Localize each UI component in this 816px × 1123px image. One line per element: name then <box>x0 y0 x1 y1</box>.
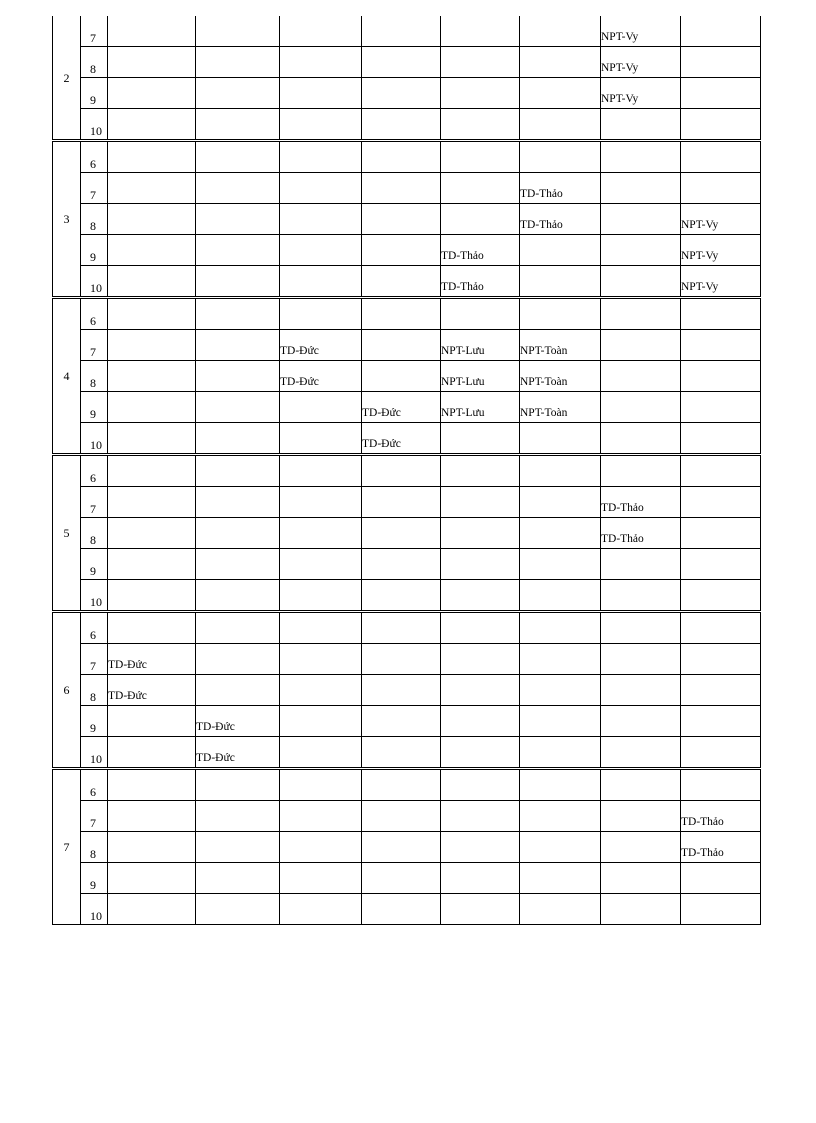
schedule-cell <box>362 266 441 298</box>
period-number: 6 <box>81 298 108 330</box>
schedule-cell <box>280 894 362 925</box>
schedule-cell <box>601 235 681 266</box>
schedule-cell: NPT-Lưu <box>441 392 520 423</box>
period-number: 6 <box>81 612 108 644</box>
schedule-cell <box>108 173 196 204</box>
table-row <box>53 78 761 109</box>
period-number: 7 <box>81 644 108 675</box>
table-row <box>53 675 761 706</box>
schedule-cell <box>601 675 681 706</box>
period-number: 10 <box>81 580 108 612</box>
schedule-cell <box>280 644 362 675</box>
schedule-cell <box>362 644 441 675</box>
schedule-cell <box>441 141 520 173</box>
schedule-cell: TD-Thảo <box>601 487 681 518</box>
schedule-cell <box>280 298 362 330</box>
schedule-cell <box>601 298 681 330</box>
table-row <box>53 549 761 580</box>
schedule-cell <box>362 706 441 737</box>
schedule-cell <box>441 47 520 78</box>
schedule-cell <box>108 769 196 801</box>
schedule-cell: TD-Thảo <box>681 832 761 863</box>
schedule-cell <box>441 487 520 518</box>
schedule-cell <box>441 204 520 235</box>
day-label: 6 <box>53 612 81 769</box>
schedule-cell <box>196 612 280 644</box>
schedule-cell: NPT-Lưu <box>441 330 520 361</box>
schedule-cell <box>601 204 681 235</box>
schedule-cell <box>520 644 601 675</box>
schedule-cell <box>196 47 280 78</box>
schedule-cell <box>441 173 520 204</box>
schedule-cell <box>601 455 681 487</box>
schedule-cell: NPT-Vy <box>681 266 761 298</box>
schedule-cell <box>280 78 362 109</box>
schedule-cell: TD-Đức <box>108 644 196 675</box>
schedule-cell <box>362 769 441 801</box>
period-number: 8 <box>81 675 108 706</box>
schedule-cell <box>196 863 280 894</box>
period-number: 9 <box>81 78 108 109</box>
schedule-cell <box>520 518 601 549</box>
schedule-cell <box>681 455 761 487</box>
schedule-cell <box>520 109 601 141</box>
schedule-cell <box>280 109 362 141</box>
schedule-cell <box>441 16 520 47</box>
schedule-cell: NPT-Vy <box>681 235 761 266</box>
schedule-cell: NPT-Toàn <box>520 361 601 392</box>
schedule-cell <box>520 863 601 894</box>
schedule-cell <box>681 706 761 737</box>
schedule-cell <box>681 141 761 173</box>
period-number: 8 <box>81 361 108 392</box>
schedule-cell: NPT-Vy <box>601 16 681 47</box>
schedule-cell <box>520 487 601 518</box>
schedule-cell <box>681 423 761 455</box>
schedule-cell: NPT-Vy <box>601 47 681 78</box>
period-number: 9 <box>81 549 108 580</box>
schedule-cell <box>362 173 441 204</box>
schedule-cell <box>362 549 441 580</box>
schedule-cell <box>280 612 362 644</box>
schedule-cell <box>108 109 196 141</box>
schedule-cell <box>520 706 601 737</box>
day-label: 2 <box>53 16 81 141</box>
schedule-cell <box>280 737 362 769</box>
schedule-cell <box>441 612 520 644</box>
table-row <box>53 487 761 518</box>
period-number: 10 <box>81 894 108 925</box>
schedule-cell: NPT-Toàn <box>520 392 601 423</box>
period-number: 10 <box>81 109 108 141</box>
schedule-cell <box>362 863 441 894</box>
table-row <box>53 863 761 894</box>
schedule-cell <box>601 769 681 801</box>
schedule-cell <box>520 580 601 612</box>
schedule-cell <box>196 455 280 487</box>
period-number: 7 <box>81 16 108 47</box>
schedule-cell <box>441 769 520 801</box>
schedule-cell <box>441 832 520 863</box>
schedule-cell <box>441 423 520 455</box>
schedule-cell <box>196 423 280 455</box>
schedule-cell <box>196 204 280 235</box>
table-row <box>53 173 761 204</box>
table-row <box>53 16 761 47</box>
table-row <box>53 455 761 487</box>
schedule-cell <box>108 832 196 863</box>
table-row <box>53 644 761 675</box>
schedule-cell <box>280 487 362 518</box>
schedule-cell: TD-Đức <box>280 361 362 392</box>
schedule-cell <box>108 298 196 330</box>
schedule-cell <box>362 16 441 47</box>
schedule-cell <box>601 423 681 455</box>
schedule-cell <box>520 894 601 925</box>
schedule-cell <box>280 423 362 455</box>
schedule-cell <box>681 78 761 109</box>
schedule-cell <box>362 487 441 518</box>
schedule-cell <box>520 801 601 832</box>
table-row <box>53 894 761 925</box>
schedule-cell <box>441 78 520 109</box>
schedule-cell <box>280 173 362 204</box>
schedule-cell <box>280 455 362 487</box>
schedule-cell <box>196 832 280 863</box>
schedule-cell <box>196 109 280 141</box>
table-row <box>53 392 761 423</box>
schedule-cell <box>108 423 196 455</box>
schedule-cell <box>280 580 362 612</box>
schedule-cell <box>108 361 196 392</box>
schedule-cell <box>441 801 520 832</box>
schedule-cell <box>601 109 681 141</box>
schedule-cell <box>362 47 441 78</box>
timetable-grid <box>52 16 761 925</box>
period-number: 8 <box>81 832 108 863</box>
schedule-cell <box>280 706 362 737</box>
schedule-cell <box>441 737 520 769</box>
period-number: 8 <box>81 204 108 235</box>
schedule-cell <box>108 141 196 173</box>
schedule-cell <box>108 518 196 549</box>
schedule-cell <box>280 47 362 78</box>
schedule-cell: TD-Thảo <box>601 518 681 549</box>
period-number: 9 <box>81 863 108 894</box>
schedule-cell <box>108 392 196 423</box>
table-row <box>53 580 761 612</box>
period-number: 6 <box>81 455 108 487</box>
schedule-cell <box>520 47 601 78</box>
period-number: 9 <box>81 392 108 423</box>
schedule-cell <box>362 361 441 392</box>
schedule-cell <box>362 894 441 925</box>
day-label: 3 <box>53 141 81 298</box>
schedule-cell <box>362 801 441 832</box>
schedule-cell <box>601 832 681 863</box>
schedule-cell <box>362 141 441 173</box>
table-row <box>53 361 761 392</box>
schedule-cell <box>681 487 761 518</box>
schedule-cell <box>362 675 441 706</box>
schedule-cell <box>681 16 761 47</box>
schedule-cell <box>196 235 280 266</box>
schedule-cell <box>362 330 441 361</box>
table-row <box>53 204 761 235</box>
schedule-cell <box>441 894 520 925</box>
schedule-cell <box>681 330 761 361</box>
schedule-cell <box>601 580 681 612</box>
schedule-cell <box>108 266 196 298</box>
schedule-cell <box>362 204 441 235</box>
schedule-cell <box>520 612 601 644</box>
schedule-cell <box>601 392 681 423</box>
schedule-cell: TD-Đức <box>196 737 280 769</box>
schedule-cell <box>362 298 441 330</box>
period-number: 7 <box>81 487 108 518</box>
schedule-cell <box>520 675 601 706</box>
table-row <box>53 298 761 330</box>
schedule-cell <box>601 737 681 769</box>
schedule-cell <box>108 455 196 487</box>
schedule-cell <box>108 706 196 737</box>
schedule-cell: TD-Đức <box>362 423 441 455</box>
schedule-cell <box>196 298 280 330</box>
schedule-cell <box>362 612 441 644</box>
schedule-cell <box>196 580 280 612</box>
schedule-cell <box>280 863 362 894</box>
schedule-cell <box>362 78 441 109</box>
period-number: 6 <box>81 769 108 801</box>
schedule-cell <box>601 173 681 204</box>
schedule-cell <box>681 894 761 925</box>
schedule-cell <box>441 549 520 580</box>
table-row <box>53 737 761 769</box>
schedule-cell <box>108 737 196 769</box>
schedule-cell <box>196 518 280 549</box>
schedule-cell <box>520 141 601 173</box>
schedule-cell <box>601 141 681 173</box>
schedule-cell <box>362 455 441 487</box>
schedule-cell: NPT-Lưu <box>441 361 520 392</box>
schedule-cell <box>196 894 280 925</box>
schedule-cell <box>520 16 601 47</box>
schedule-cell: TD-Thảo <box>441 235 520 266</box>
schedule-cell <box>196 141 280 173</box>
schedule-cell <box>520 266 601 298</box>
period-number: 10 <box>81 737 108 769</box>
table-row <box>53 47 761 78</box>
table-row <box>53 801 761 832</box>
schedule-cell <box>520 769 601 801</box>
schedule-cell <box>196 16 280 47</box>
schedule-cell <box>441 455 520 487</box>
schedule-cell <box>108 549 196 580</box>
schedule-cell: TD-Đức <box>196 706 280 737</box>
schedule-cell: NPT-Vy <box>681 204 761 235</box>
schedule-cell <box>441 863 520 894</box>
schedule-cell <box>280 235 362 266</box>
schedule-cell <box>681 580 761 612</box>
period-number: 9 <box>81 235 108 266</box>
schedule-cell <box>196 173 280 204</box>
schedule-cell <box>280 549 362 580</box>
schedule-cell <box>681 173 761 204</box>
schedule-cell <box>601 330 681 361</box>
schedule-cell <box>681 612 761 644</box>
schedule-cell <box>196 78 280 109</box>
schedule-cell <box>196 361 280 392</box>
schedule-cell <box>196 266 280 298</box>
schedule-cell: TD-Đức <box>362 392 441 423</box>
schedule-cell <box>441 644 520 675</box>
schedule-cell <box>681 675 761 706</box>
schedule-cell <box>681 518 761 549</box>
period-number: 7 <box>81 330 108 361</box>
schedule-cell <box>520 78 601 109</box>
schedule-cell <box>681 361 761 392</box>
schedule-cell <box>108 47 196 78</box>
schedule-cell <box>441 298 520 330</box>
schedule-cell <box>520 832 601 863</box>
schedule-cell <box>601 549 681 580</box>
period-number: 7 <box>81 801 108 832</box>
schedule-cell: TD-Thảo <box>441 266 520 298</box>
schedule-cell <box>108 78 196 109</box>
schedule-cell <box>601 801 681 832</box>
schedule-cell <box>520 423 601 455</box>
schedule-cell: NPT-Toàn <box>520 330 601 361</box>
schedule-cell <box>441 706 520 737</box>
schedule-cell <box>681 737 761 769</box>
schedule-cell <box>280 675 362 706</box>
schedule-cell: TD-Thảo <box>520 173 601 204</box>
schedule-cell <box>601 894 681 925</box>
schedule-cell <box>196 769 280 801</box>
schedule-cell <box>108 330 196 361</box>
schedule-cell <box>441 518 520 549</box>
schedule-cell <box>196 487 280 518</box>
schedule-cell <box>196 330 280 361</box>
schedule-cell <box>280 518 362 549</box>
schedule-cell <box>108 801 196 832</box>
schedule-cell <box>196 801 280 832</box>
schedule-cell <box>362 518 441 549</box>
schedule-cell <box>280 204 362 235</box>
schedule-cell <box>681 549 761 580</box>
schedule-cell <box>196 549 280 580</box>
schedule-cell <box>601 612 681 644</box>
table-row <box>53 141 761 173</box>
schedule-cell <box>520 549 601 580</box>
schedule-cell <box>601 863 681 894</box>
schedule-cell <box>362 235 441 266</box>
schedule-cell <box>681 863 761 894</box>
period-number: 7 <box>81 173 108 204</box>
day-label: 4 <box>53 298 81 455</box>
schedule-cell <box>681 298 761 330</box>
schedule-cell <box>196 675 280 706</box>
schedule-cell <box>280 266 362 298</box>
timetable-body <box>53 16 761 925</box>
schedule-cell <box>681 769 761 801</box>
schedule-cell <box>601 361 681 392</box>
period-number: 10 <box>81 266 108 298</box>
schedule-cell <box>108 16 196 47</box>
schedule-cell <box>362 580 441 612</box>
schedule-cell <box>681 392 761 423</box>
schedule-cell <box>520 737 601 769</box>
schedule-cell: TD-Đức <box>108 675 196 706</box>
schedule-cell <box>601 644 681 675</box>
schedule-cell <box>362 832 441 863</box>
schedule-cell <box>108 863 196 894</box>
schedule-cell <box>108 235 196 266</box>
schedule-cell <box>520 455 601 487</box>
table-row <box>53 706 761 737</box>
schedule-cell: NPT-Vy <box>601 78 681 109</box>
schedule-cell <box>520 235 601 266</box>
table-row <box>53 769 761 801</box>
period-number: 8 <box>81 47 108 78</box>
schedule-cell <box>108 580 196 612</box>
schedule-cell <box>681 109 761 141</box>
table-row <box>53 235 761 266</box>
schedule-cell <box>280 392 362 423</box>
day-label: 5 <box>53 455 81 612</box>
schedule-cell <box>108 204 196 235</box>
period-number: 8 <box>81 518 108 549</box>
table-row <box>53 612 761 644</box>
table-row <box>53 832 761 863</box>
schedule-cell <box>280 801 362 832</box>
period-number: 9 <box>81 706 108 737</box>
schedule-cell <box>196 644 280 675</box>
day-label: 7 <box>53 769 81 925</box>
schedule-cell <box>441 109 520 141</box>
schedule-cell: TD-Đức <box>280 330 362 361</box>
schedule-cell <box>441 580 520 612</box>
table-row <box>53 330 761 361</box>
schedule-cell <box>601 266 681 298</box>
schedule-cell <box>520 298 601 330</box>
schedule-cell <box>196 392 280 423</box>
schedule-cell <box>362 737 441 769</box>
schedule-cell <box>108 612 196 644</box>
schedule-cell: TD-Thảo <box>681 801 761 832</box>
schedule-cell <box>681 47 761 78</box>
table-row <box>53 266 761 298</box>
schedule-cell <box>601 706 681 737</box>
period-number: 6 <box>81 141 108 173</box>
schedule-cell <box>280 769 362 801</box>
schedule-cell <box>681 644 761 675</box>
schedule-cell <box>108 487 196 518</box>
schedule-cell <box>280 16 362 47</box>
table-row <box>53 423 761 455</box>
schedule-cell <box>441 675 520 706</box>
period-number: 10 <box>81 423 108 455</box>
schedule-cell: TD-Thảo <box>520 204 601 235</box>
schedule-cell <box>108 894 196 925</box>
table-row <box>53 518 761 549</box>
table-row <box>53 109 761 141</box>
schedule-cell <box>280 832 362 863</box>
schedule-cell <box>280 141 362 173</box>
schedule-cell <box>362 109 441 141</box>
